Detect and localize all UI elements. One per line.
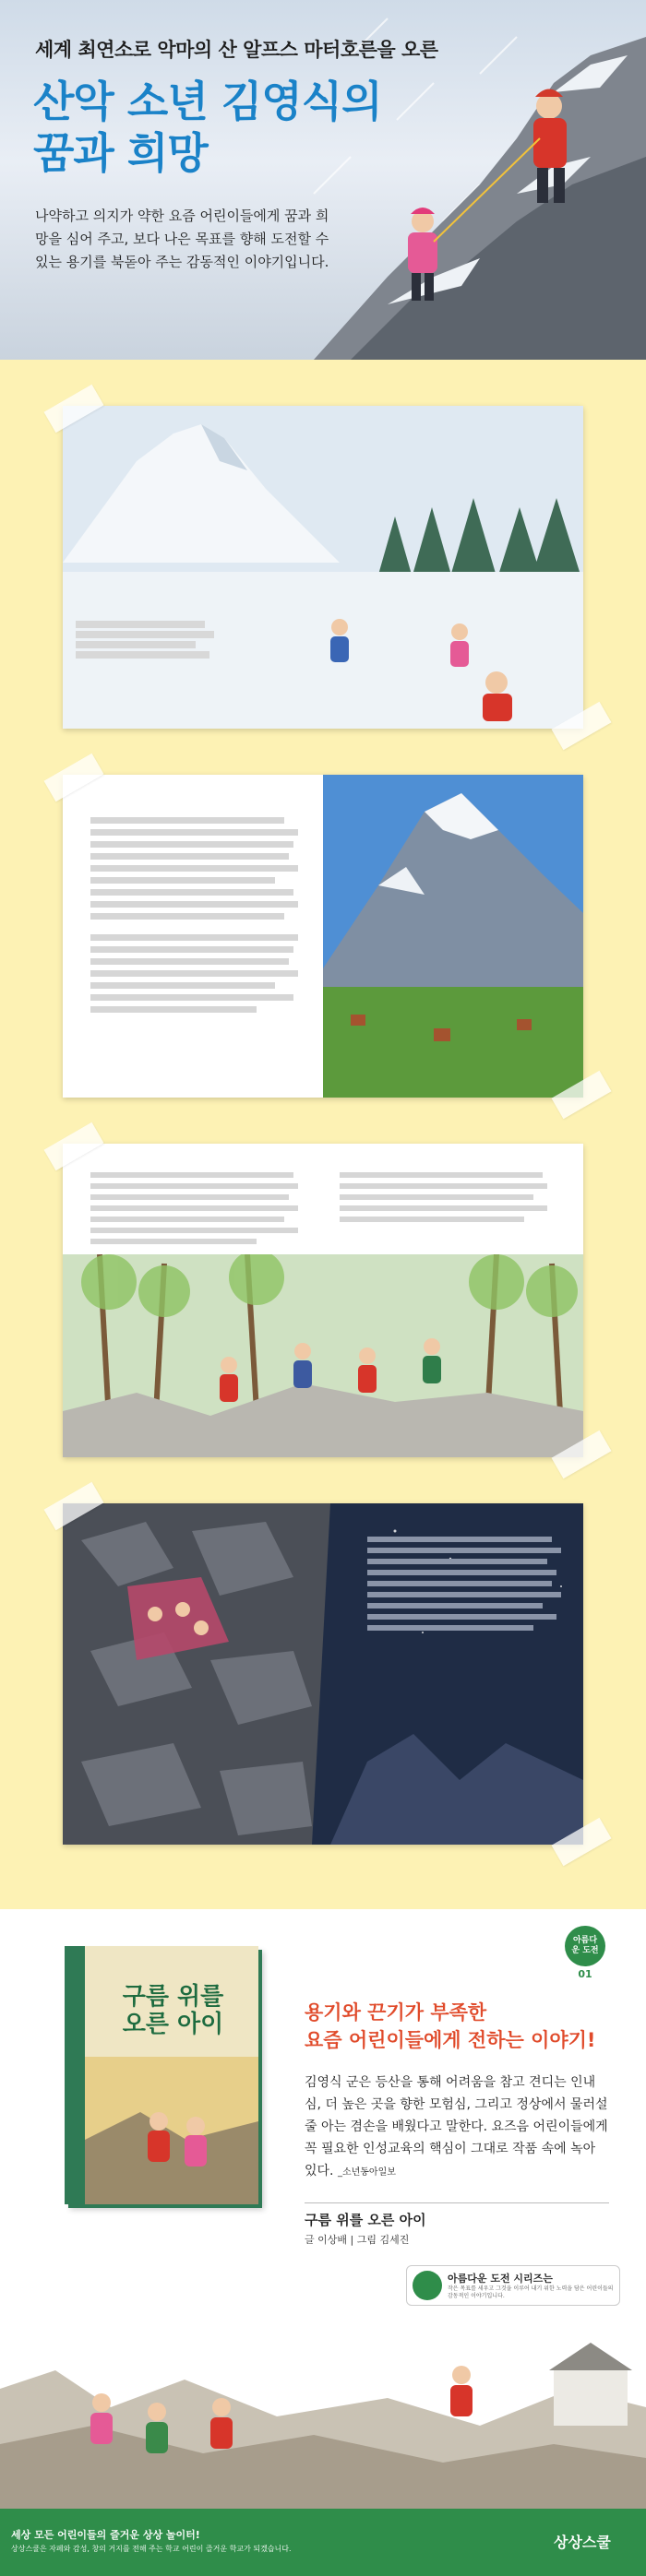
series-badge [565, 1926, 605, 1966]
hero-kicker: 세계 최연소로 악마의 산 알프스 마터호른을 오른 [35, 39, 438, 61]
series-number: 01 [578, 1968, 592, 1980]
spread-2-illustration [323, 775, 583, 1098]
footer-line1: 세상 모든 어린이들의 즐거운 상상 놀이터! [11, 2529, 200, 2541]
spread-3-text-right [340, 1167, 552, 1228]
footer [0, 2509, 646, 2576]
book-spine [65, 1946, 85, 2204]
spread-1-illustration [63, 406, 583, 729]
spread-3-text-left [90, 1167, 303, 1250]
cover-title [92, 1983, 254, 2038]
spread-3 [63, 1144, 583, 1457]
spread-3-illustration [63, 1254, 583, 1457]
spread-2 [63, 775, 583, 1098]
cover-illustration [85, 2057, 258, 2204]
hero-title-line2: 꿈과 희망 [33, 128, 208, 178]
divider [305, 2202, 609, 2203]
cover-title-line2: 오른 아이 [122, 2011, 224, 2038]
review-source: _소년동아일보 [337, 2167, 396, 2178]
spread-2-text [90, 812, 303, 1018]
series-note [406, 2265, 620, 2306]
hero-title-line1: 산악 소년 김영식의 [33, 77, 382, 126]
review-block [305, 2071, 609, 2184]
book-credits: 글 이상배 | 그림 김세진 [305, 2234, 410, 2246]
book-cover [65, 1946, 258, 2204]
review-text: 김영식 군은 등산을 통해 어려움을 참고 견디는 인내심, 더 높은 곳을 향한 모험심, 그리고 정상에서 물러설 줄 아는 겸손을 배웠다고 말한다. 요즈음 어린이들에게 꼭 필요한 인성교육의 핵심이 그대로 작품 속에 녹아 있다. [305, 2075, 608, 2178]
hero-banner [0, 0, 646, 360]
footer-line2: 상상스쿨은 자페와 감성, 창의 거지를 전해 주는 학교 어린이 즐거운 학교가 되겠습니다. [11, 2545, 292, 2553]
spread-4 [63, 1503, 583, 1845]
book-section-illustration [0, 2306, 646, 2509]
series-note-title: 아름다운 도전 시리즈는 [448, 2273, 553, 2285]
footer-logo[interactable]: 상상스쿨 [554, 2534, 611, 2551]
series-note-text: 작은 목표를 세우고 그것을 이루어 내기 위한 노력을 담은 어린이들의 감동적인 이야기입니다. [448, 2285, 614, 2299]
spread-1 [63, 406, 583, 729]
book-title: 구름 위를 오른 아이 [305, 2212, 426, 2228]
headline-line2: 요즘 어린이들에게 전하는 이야기! [305, 2029, 596, 2051]
book-section [0, 1909, 646, 2509]
hero-description: 나약하고 의지가 약한 요즘 어린이들에게 꿈과 희망을 심어 주고, 보다 나은 목표를 향해 도전할 수 있는 용기를 북돋아 주는 감동적인 이야기입니다. [35, 208, 329, 270]
cover-title-line1: 구름 위를 [122, 1983, 224, 2011]
spread-gallery [0, 360, 646, 1909]
series-note-icon [413, 2271, 442, 2300]
spread-4-text [367, 1531, 561, 1636]
spread-1-caption [76, 618, 214, 661]
series-badge-label: 아름다운 도전 [571, 1936, 599, 1955]
headline-line1: 용기와 끈기가 부족한 [305, 2001, 487, 2024]
